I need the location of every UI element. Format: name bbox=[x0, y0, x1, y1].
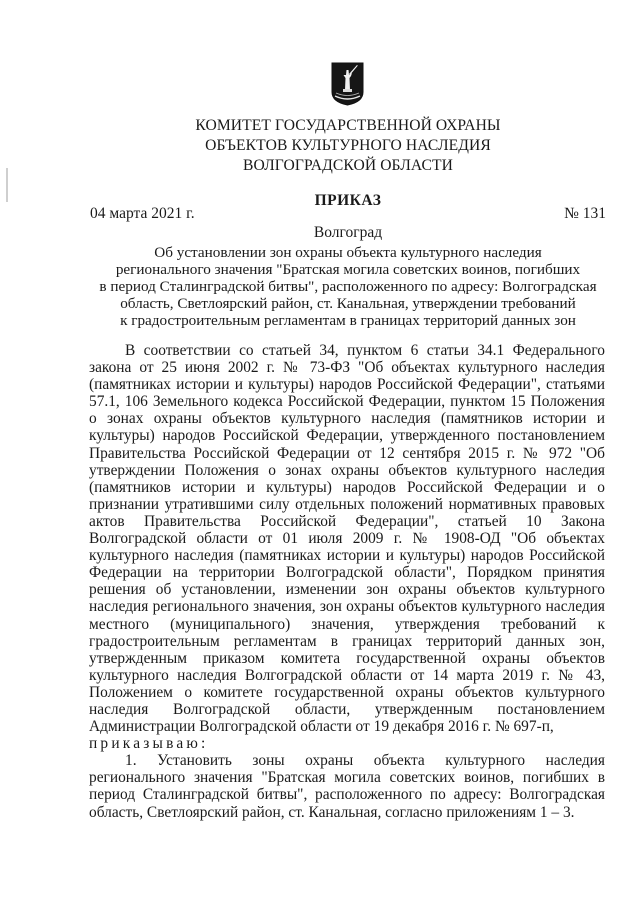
subject-line-2: регионального значения "Братская могила советских воинов, погибших bbox=[115, 261, 581, 278]
subject-line-1: Об установлении зон охраны объекта культурного наследия bbox=[154, 244, 542, 261]
committee-header bbox=[0, 116, 640, 176]
order-title: ПРИКАЗ bbox=[314, 192, 382, 209]
order-date: 04 марта 2021 г. bbox=[90, 205, 195, 222]
order-body bbox=[89, 342, 605, 821]
order-word: приказываю: bbox=[89, 735, 209, 753]
header-line-2: ОБЪЕКТОВ КУЛЬТУРНОГО НАСЛЕДИЯ bbox=[205, 137, 491, 154]
emblem-icon bbox=[331, 62, 364, 106]
header-line-1: КОМИТЕТ ГОСУДАРСТВЕННОЙ ОХРАНЫ bbox=[195, 117, 501, 134]
order-subject bbox=[90, 244, 606, 329]
order-city: Волгоград bbox=[313, 224, 383, 241]
coat-of-arms-emblem bbox=[331, 62, 364, 106]
order-number: № 131 bbox=[564, 205, 606, 222]
preamble-paragraph: В соответствии со статьей 34, пунктом 6 статьи 34.1 Федерального закона от 25 июня 2002 г. № 73-ФЗ "Об объектах культурного наследия (памятниках истории и культуры) народов Российской Федерации", статьями 57.1, 106 Земельного кодекса Российской Федерации, пунктом 15 Положения о зонах охраны объектов культурного наследия (памятников истории и культуры) народов Российской Федерации, утвержденного постановлением Правительства Российской Федерации от 12 сентября 2015 г. № 972 "Об утверждении Положения о зонах охраны объектов культурного наследия (памятников истории и культуры) народов Российской Федерации и о признании утратившими силу отдельных положений нормативных правовых актов Правительства Российской Федерации", статьей 10 Закона Волгоградской области от 01 июля 2009 г. № 1908-ОД "Об объектах культурного наследия (памятниках истории и культуры) народов Российской Федерации на территории Волгоградской области", Порядком принятия решения об установлении, изменении зон охраны объектов культурного наследия регионального значения, зон охраны объектов культурного наследия местного (муниципального) значения, утверждения требований к градостроительным регламентам в границах территорий данных зон, утвержденным приказом комитета государственной охраны объектов культурного наследия Волгоградской области от 14 марта 2019 г. № 43, Положением о комитете государственной охраны объектов культурного наследия Волгоградской области, утвержденным постановлением Администрации Волгоградской области от 19 декабря 2016 г. № 697-п, bbox=[89, 342, 605, 736]
subject-line-3: в период Сталинградской битвы", расположенного по адресу: Волгоградская bbox=[99, 278, 597, 295]
subject-line-4: область, Светлоярский район, ст. Канальная, утверждении требований bbox=[120, 295, 576, 312]
order-item-1: 1. Установить зоны охраны объекта культурного наследия регионального значения "Братская могила советских воинов, погибших в период Сталинградской битвы", расположенного по адресу: Волгоградская область, Светлоярский район, ст. Канальная, согласно приложениям 1 – 3. bbox=[89, 752, 605, 821]
header-line-3: ВОЛГОГРАДСКОЙ ОБЛАСТИ bbox=[243, 157, 453, 174]
subject-line-5: к градостроительным регламентам в границах территорий данных зон bbox=[120, 312, 576, 329]
